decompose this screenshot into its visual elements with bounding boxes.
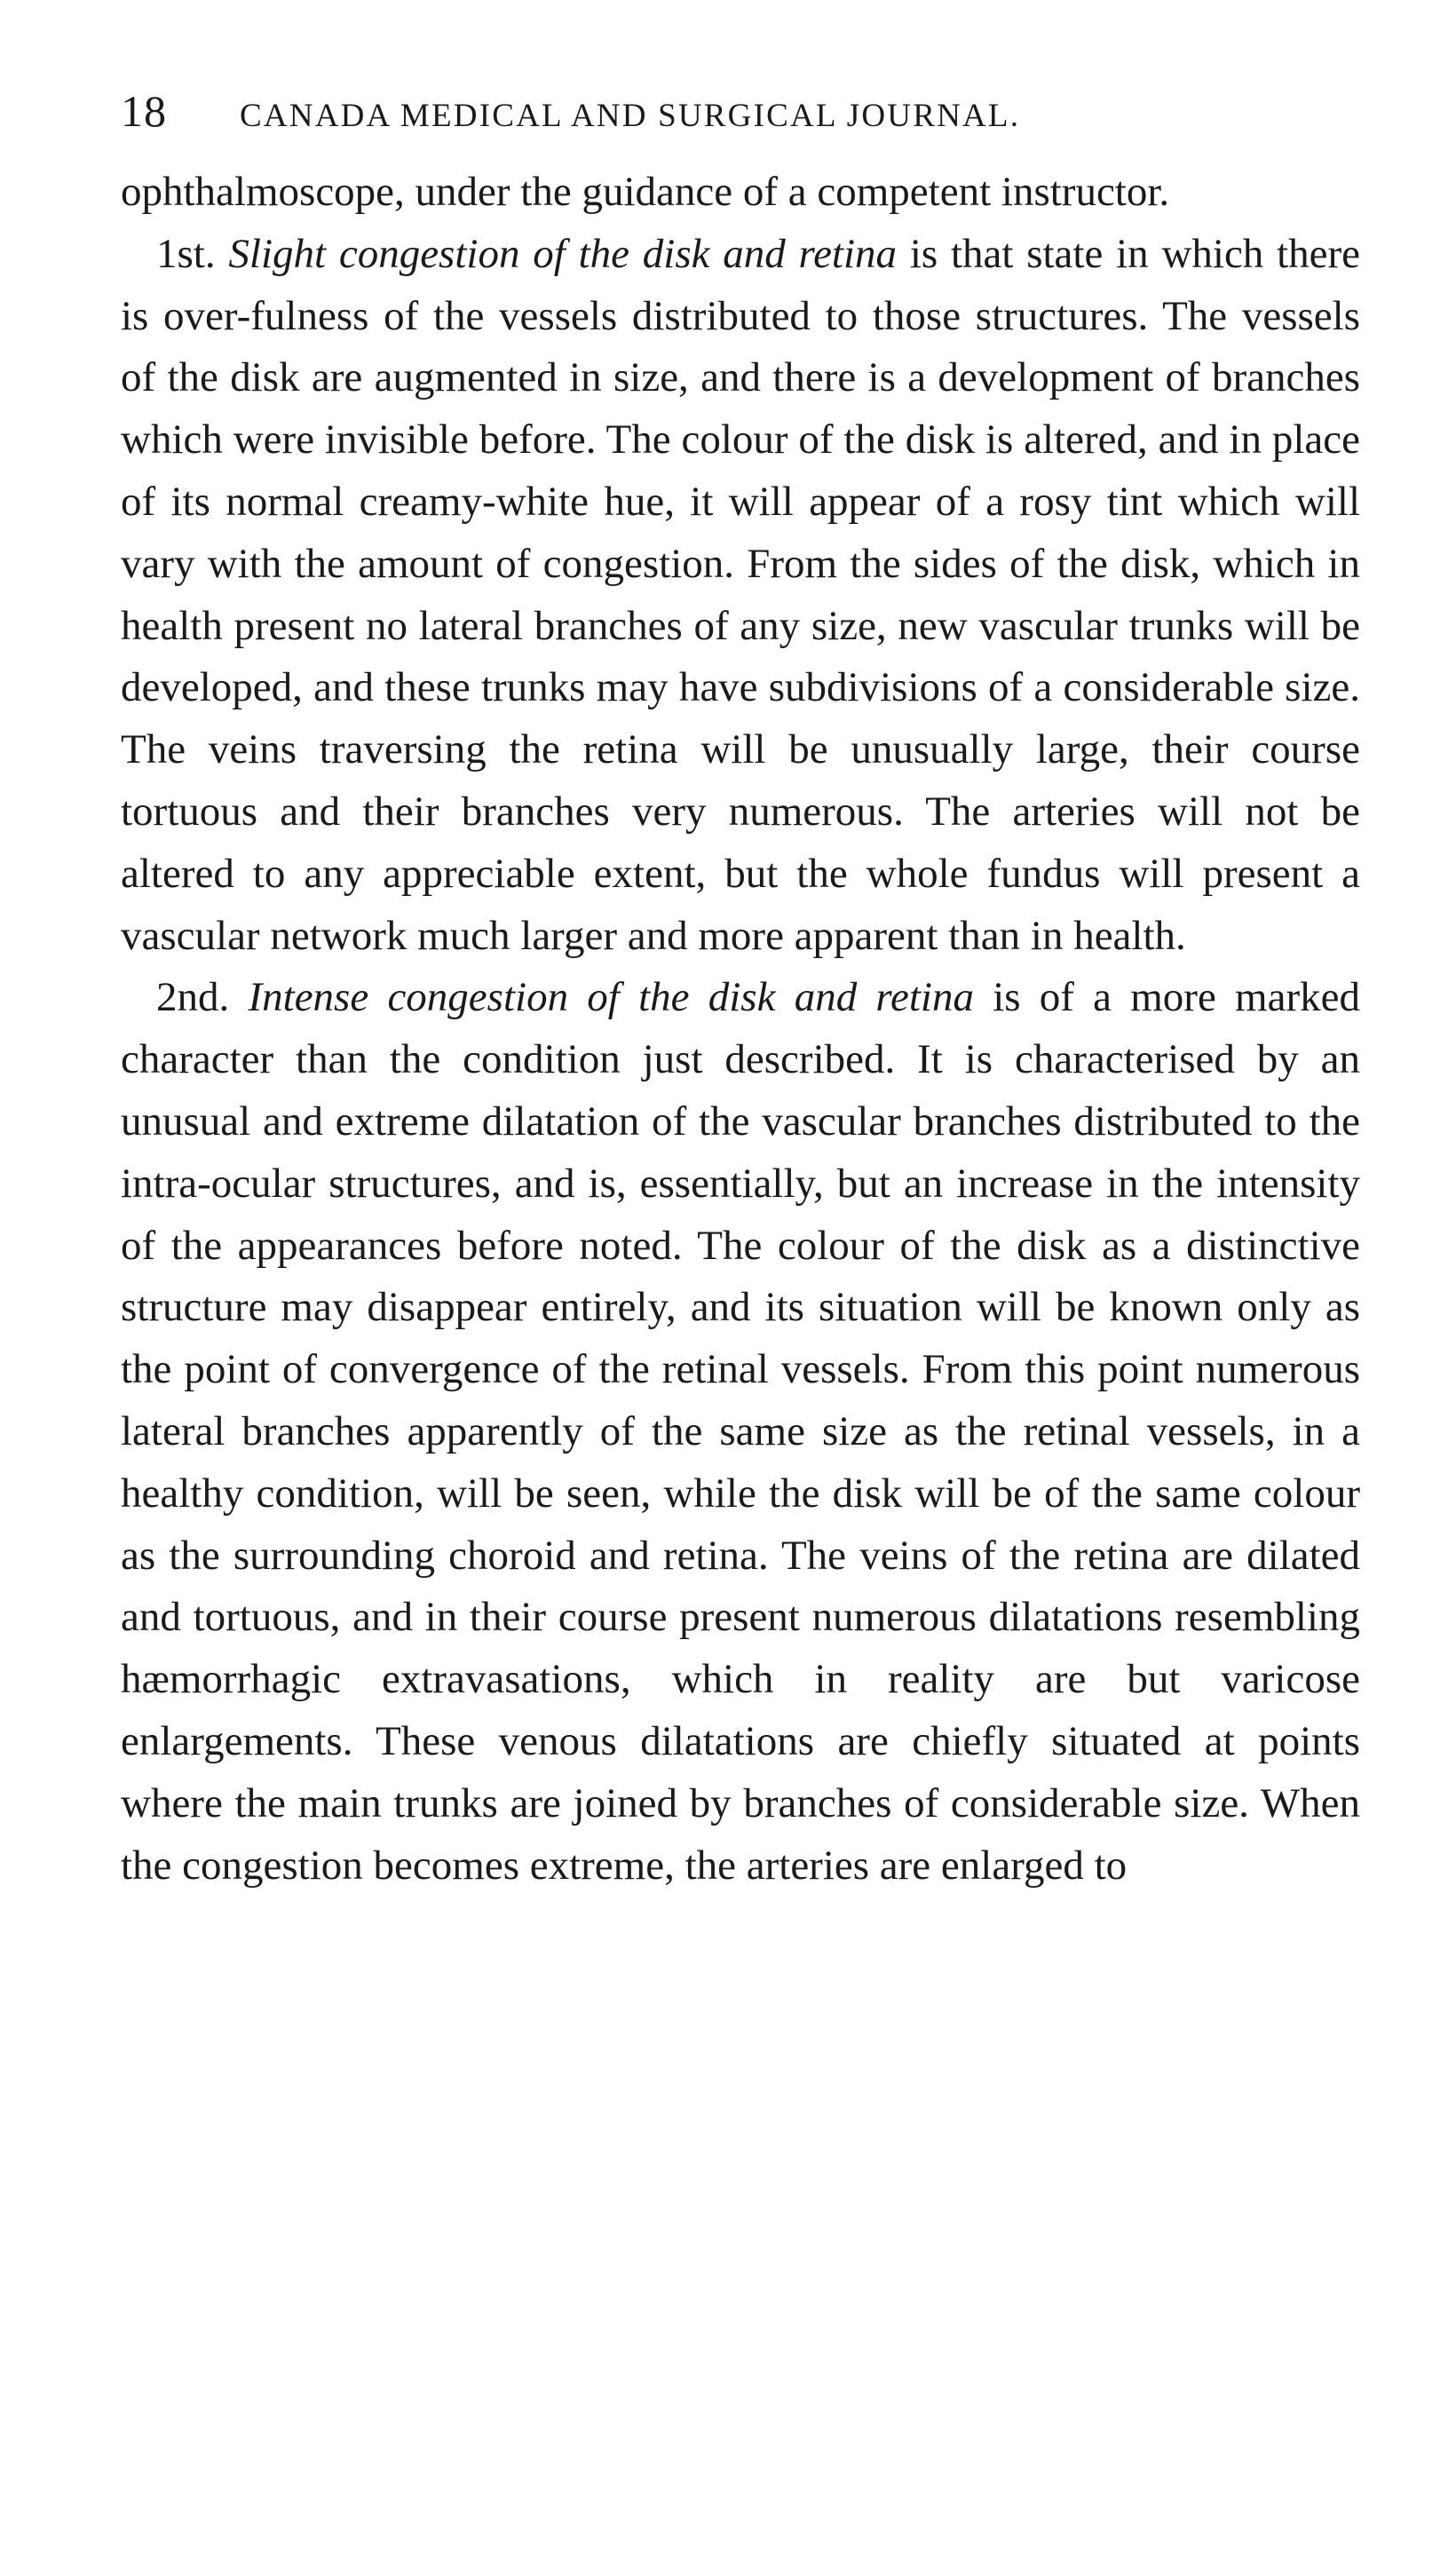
paragraph-text: ophthalmoscope, under the guidance of a competent instructor. xyxy=(121,169,1170,215)
running-title: CANADA MEDICAL AND SURGICAL JOURNAL. xyxy=(240,98,1021,134)
body-text xyxy=(121,162,1360,1897)
paragraph-intense-congestion xyxy=(121,967,1360,1897)
italic-heading: Slight congestion of the disk and retina xyxy=(228,230,898,277)
paragraph-continuation xyxy=(121,162,1360,224)
paragraph-marker: 1st. xyxy=(156,230,216,277)
paragraph-slight-congestion xyxy=(121,224,1360,968)
paragraph-text: is that state in which there is over-fulness of the vessels distributed to those structures. The vessels of the disk are augmented in size, and there is a development of branches which were invisible before. The colour of the disk is altered, and in place of its normal creamy-white hue, it will appear of a rosy tint which will vary with the amount of congestion. From the sides of the disk, which in health present no lateral branches of any size, new vascular trunks will be developed, and these trunks may have subdivisions of a considerable size. The veins traversing the retina will be unusually large, their course tortuous and their branches very numerous. The arteries will not be altered to any appreciable extent, but the whole fundus will present a vascular network much larger and more apparent than in health. xyxy=(121,230,1361,959)
paragraph-marker: 2nd. xyxy=(156,974,230,1021)
paragraph-text: is of a more marked character than the condition just described. It is characterised by an unusual and extreme dilatation of the vascular branches distributed to the intra-ocular structures, and is, essentially, but an increase in the intensity of the appearances before noted. The colour of the disk as a distinctive structure may disappear entirely, and its situation will be known only as the point of convergence of the retinal vessels. From this point numerous lateral branches apparently of the same size as the retinal vessels, in a healthy condition, will be seen, while the disk will be of the same colour as the surrounding choroid and retina. The veins of the retina are dilated and tortuous, and in their course present numerous dilatations resembling hæmorrhagic extravasations, which in reality are but varicose enlargements. These venous dilatations are chiefly situated at points where the main trunks are joined by branches of considerable size. When the congestion becomes extreme, the arteries are enlarged to xyxy=(121,974,1360,1889)
page-number: 18 xyxy=(121,86,167,136)
journal-page xyxy=(121,85,1360,1897)
page-header xyxy=(121,85,1360,156)
italic-heading: Intense congestion of the disk and retina xyxy=(248,974,974,1021)
